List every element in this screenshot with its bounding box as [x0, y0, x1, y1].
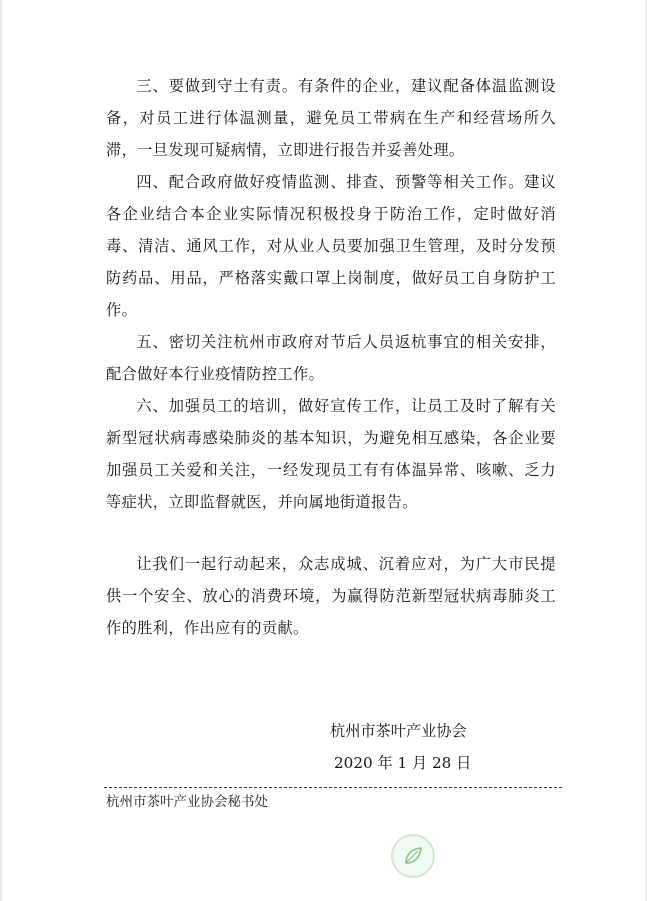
- paragraph-3: 三、要做到守土有责。有条件的企业，建议配备体温监测设备，对员工进行体温测量，避免员工带病在生产和经营场所久滞，一旦发现可疑病情，立即进行报告并妥善处理。: [106, 77, 556, 159]
- closing-paragraph: 让我们一起行动起来，众志成城、沉着应对，为广大市民提供一个安全、放心的消费环境，为赢得防范新型冠状病毒肺炎工作的胜利，作出应有的贡献。: [106, 555, 556, 637]
- paragraph-4: 四、配合政府做好疫情监测、排查、预警等相关工作。建议各企业结合本企业实际情况积极投身于防治工作，定时做好消毒、清洁、通风工作，对从业人员要加强卫生管理，及时分发预防药品、用品，严格落实戴口罩上岗制度，做好员工自身防护工作。: [106, 173, 556, 319]
- signature-date: 2020 年 1 月 28 日: [334, 754, 472, 772]
- footer-issuer: 杭州市茶叶产业协会秘书处: [106, 794, 268, 810]
- signature-block: [330, 715, 530, 779]
- leaf-seal-icon: [391, 834, 435, 878]
- signature-organization: 杭州市茶叶产业协会: [330, 722, 467, 740]
- page-left-edge: [0, 0, 2, 901]
- paragraph-6: 六、加强员工的培训，做好宣传工作，让员工及时了解有关新型冠状病毒感染肺炎的基本知识，为避免相互感染，各企业要加强员工关爱和关注，一经发现员工有有体温异常、咳嗽、乏力等症状，立即监督就医，并向属地街道报告。: [106, 397, 556, 511]
- footer-divider: [104, 787, 562, 788]
- paragraph-5: 五、密切关注杭州市政府对节后人员返杭事宜的相关安排，配合做好本行业疫情防控工作。: [106, 333, 556, 383]
- document-body: [106, 70, 556, 644]
